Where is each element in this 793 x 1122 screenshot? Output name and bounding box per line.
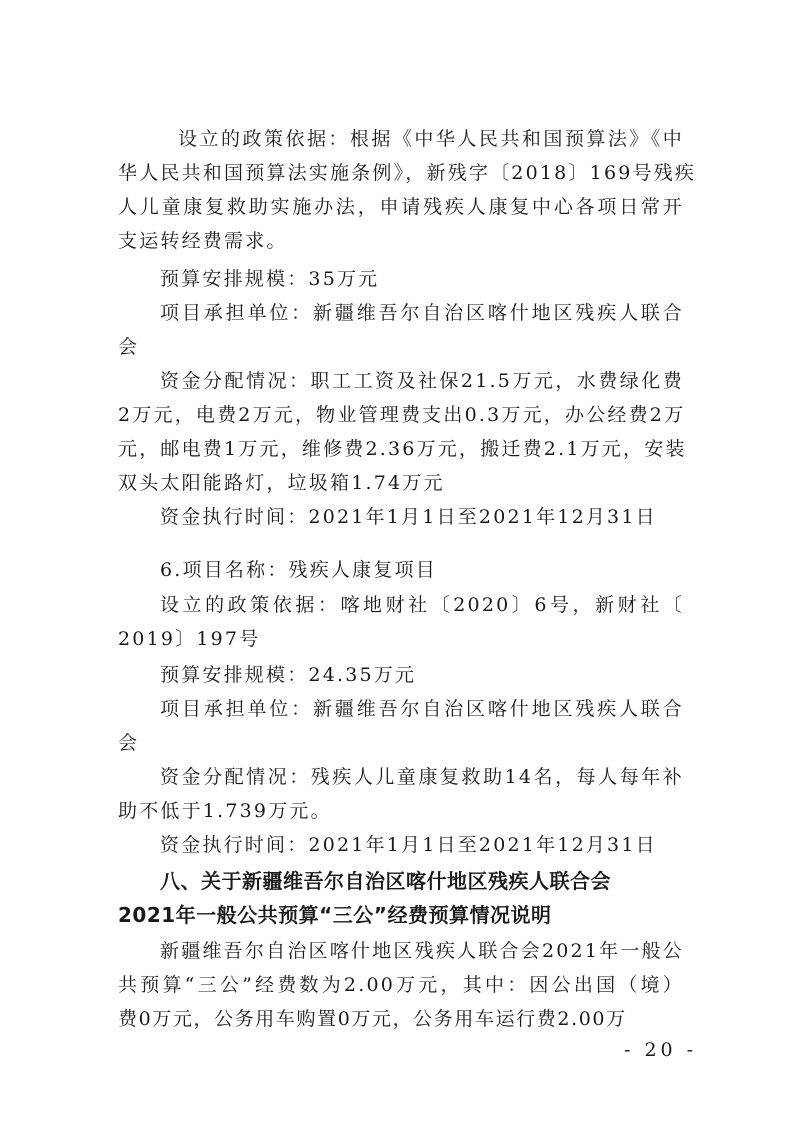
section-heading-line-2: 2021年一般公共预算“三公”经费预算情况说明 bbox=[118, 903, 552, 927]
fund-allocation-line-4: 双头太阳能路灯，垃圾箱1.74万元 bbox=[118, 472, 445, 494]
execution-time-line: 资金执行时间：2021年1月1日至2021年12月31日 bbox=[160, 506, 657, 528]
budget-scale-line: 预算安排规模：35万元 bbox=[160, 268, 380, 290]
policy-basis-line-2: 华人民共和国预算法实施条例》，新残字〔2018〕169号残疾 bbox=[118, 162, 697, 184]
policy-basis-line-4: 支运转经费需求。 bbox=[118, 230, 288, 252]
fund-allocation-line-3: 元，邮电费1万元，维修费2.36万元，搬迁费2.1万元，安装 bbox=[118, 438, 687, 460]
three-public-line-3: 费0万元，公务用车购置0万元，公务用车运行费2.00万 bbox=[118, 1008, 627, 1030]
section-heading-line-1: 八、关于新疆维吾尔自治区喀什地区残疾人联合会 bbox=[160, 869, 611, 893]
undertaking-unit-2-line-1: 项目承担单位：新疆维吾尔自治区喀什地区残疾人联合 bbox=[160, 698, 684, 720]
policy-basis-2-line-1: 设立的政策依据：喀地财社〔2020〕6号，新财社〔 bbox=[160, 594, 684, 616]
fund-allocation-2-line-1: 资金分配情况：残疾人儿童康复救助14名，每人每年补 bbox=[160, 766, 684, 788]
fund-allocation-2-line-2: 助不低于1.739万元。 bbox=[118, 800, 332, 822]
project-name-line: 6.项目名称：残疾人康复项目 bbox=[160, 559, 437, 581]
policy-basis-2-line-2: 2019〕197号 bbox=[118, 628, 261, 650]
fund-allocation-line-1: 资金分配情况：职工工资及社保21.5万元，水费绿化费 bbox=[160, 370, 684, 392]
execution-time-2-line: 资金执行时间：2021年1月1日至2021年12月31日 bbox=[160, 834, 657, 856]
undertaking-unit-2-line-2: 会 bbox=[118, 732, 140, 754]
budget-scale-2-line: 预算安排规模：24.35万元 bbox=[160, 664, 417, 686]
page-number: - 20 - bbox=[624, 1039, 698, 1061]
policy-basis-line-3: 人儿童康复救助实施办法，申请残疾人康复中心各项日常开 bbox=[118, 196, 684, 218]
fund-allocation-line-2: 2万元，电费2万元，物业管理费支出0.3万元，办公经费2万 bbox=[118, 404, 686, 426]
three-public-line-2: 共预算“三公”经费数为2.00万元，其中：因公出国（境） bbox=[118, 974, 684, 996]
undertaking-unit-line-1: 项目承担单位：新疆维吾尔自治区喀什地区残疾人联合 bbox=[160, 302, 684, 324]
policy-basis-line-1: 设立的政策依据：根据《中华人民共和国预算法》《中 bbox=[178, 128, 684, 150]
three-public-line-1: 新疆维吾尔自治区喀什地区残疾人联合会2021年一般公 bbox=[160, 940, 684, 962]
undertaking-unit-line-2: 会 bbox=[118, 336, 140, 358]
